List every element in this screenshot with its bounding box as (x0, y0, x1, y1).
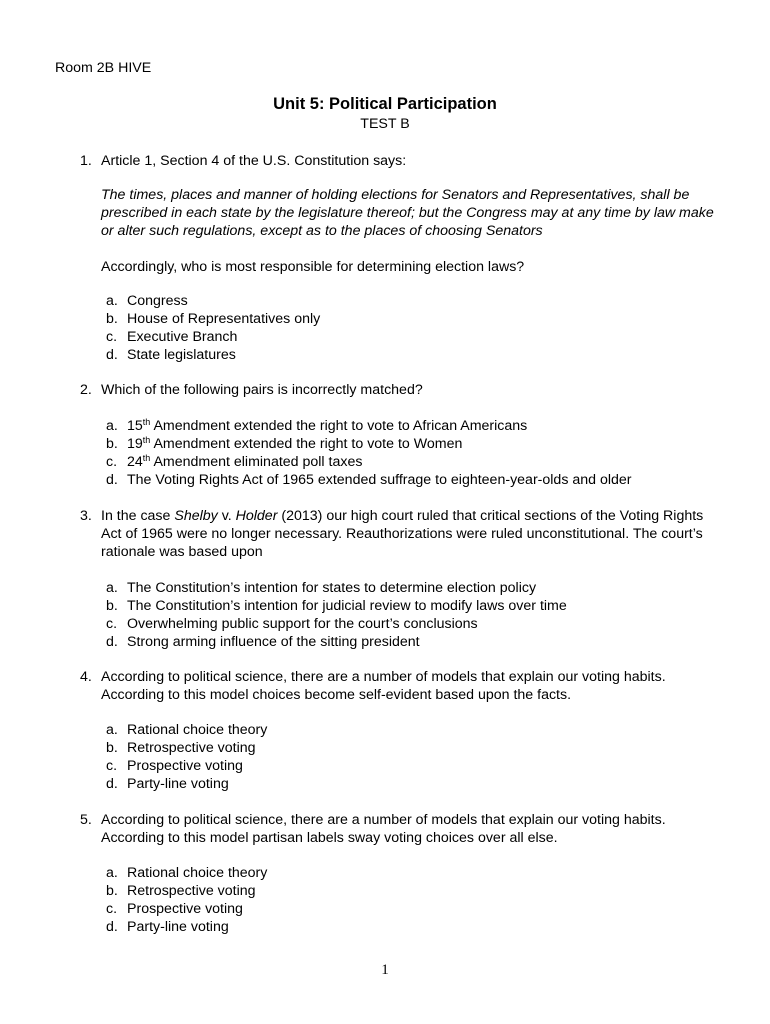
option-text: Retrospective voting (127, 883, 256, 899)
option-text: Executive Branch (127, 329, 238, 345)
option-text: Amendment extended the right to vote to African Americans (150, 418, 528, 434)
question-number: 5. (80, 812, 92, 828)
text-segment: In the case (101, 508, 175, 524)
option-letter: b. (106, 436, 118, 452)
option-text: Rational choice theory (127, 865, 268, 881)
answer-option[interactable] (106, 417, 632, 435)
option-letter: d. (106, 776, 118, 792)
constitution-quote: The times, places and manner of holding elections for Senators and Representatives, shall be prescribed in each state by the legislature thereof; but the Congress may at any time by law make or alter such regulations, except as to the places of choosing Senators (101, 187, 714, 239)
option-text: Amendment extended the right to vote to Women (150, 436, 463, 452)
answer-option[interactable] (106, 775, 267, 793)
option-text: Party-line voting (127, 919, 229, 935)
option-number: 19 (127, 436, 143, 452)
option-text: Prospective voting (127, 901, 243, 917)
option-letter: c. (106, 454, 118, 470)
case-name-shelby: Shelby (174, 508, 218, 524)
answer-options (106, 579, 567, 651)
option-letter: b. (106, 598, 118, 614)
answer-option[interactable] (106, 597, 567, 615)
option-letter: a. (106, 722, 118, 738)
option-text: House of Representatives only (127, 311, 321, 327)
option-text: Prospective voting (127, 758, 243, 774)
option-letter: a. (106, 293, 118, 309)
answer-option[interactable] (106, 328, 320, 346)
answer-option[interactable] (106, 864, 267, 882)
answer-option[interactable] (106, 882, 267, 900)
answer-option[interactable] (106, 739, 267, 757)
ordinal-suffix: th (142, 417, 151, 427)
answer-option[interactable] (106, 918, 267, 936)
option-number: 15 (127, 418, 143, 434)
answer-option[interactable] (106, 310, 320, 328)
option-text: The Voting Rights Act of 1965 extended suffrage to eighteen-year-olds and older (127, 472, 632, 488)
question-number: 1. (80, 153, 92, 169)
answer-option[interactable] (106, 435, 632, 453)
option-text: The Constitution’s intention for states to determine election policy (127, 580, 537, 596)
option-letter: b. (106, 311, 118, 327)
answer-options (106, 721, 267, 793)
option-letter: d. (106, 347, 118, 363)
test-version: TEST B (360, 116, 410, 132)
page-title: Unit 5: Political Participation (273, 95, 497, 113)
question-text: According to political science, there are a number of models that explain our voting habits. According to this model choices become self-evident based upon the facts. (101, 669, 666, 703)
ordinal-suffix: th (142, 453, 151, 463)
option-text: Rational choice theory (127, 722, 268, 738)
answer-options (106, 292, 320, 364)
option-number: 24 (127, 454, 143, 470)
answer-option[interactable] (106, 471, 632, 489)
case-name-holder: Holder (235, 508, 278, 524)
answer-option[interactable] (106, 615, 567, 633)
question-text: Which of the following pairs is incorrectly matched? (101, 382, 423, 398)
answer-option[interactable] (106, 757, 267, 775)
option-letter: a. (106, 580, 118, 596)
answer-option[interactable] (106, 346, 320, 364)
option-text: Party-line voting (127, 776, 229, 792)
answer-option[interactable] (106, 453, 632, 471)
option-letter: a. (106, 865, 118, 881)
question-number: 2. (80, 382, 92, 398)
option-letter: c. (106, 329, 118, 345)
page-number: 1 (381, 962, 389, 978)
answer-option[interactable] (106, 721, 267, 739)
option-letter: b. (106, 740, 118, 756)
answer-options (106, 864, 267, 936)
text-segment: (2013) our high court ruled that critical sections of the Voting Rights Act of 1965 were no longer necessary. Reauthorizations were ruled unconstitutional. The court’s rationale was based upon (101, 508, 704, 560)
answer-options (106, 417, 632, 489)
ordinal-suffix: th (142, 435, 151, 445)
option-text: State legislatures (127, 347, 236, 363)
answer-option[interactable] (106, 633, 567, 651)
option-text: Retrospective voting (127, 740, 256, 756)
text-segment: v. (217, 508, 236, 524)
answer-option[interactable] (106, 292, 320, 310)
question-text (101, 507, 726, 561)
option-letter: d. (106, 919, 118, 935)
option-text: Strong arming influence of the sitting president (127, 634, 420, 650)
question-text: According to political science, there are a number of models that explain our voting habits. According to this model partisan labels sway voting choices over all else. (101, 812, 666, 846)
room-header: Room 2B HIVE (55, 60, 152, 76)
option-letter: c. (106, 758, 118, 774)
option-text: Overwhelming public support for the court’s conclusions (127, 616, 478, 632)
option-text: Congress (127, 293, 188, 309)
question-prompt: Accordingly, who is most responsible for determining election laws? (101, 259, 525, 275)
answer-option[interactable] (106, 579, 567, 597)
option-letter: d. (106, 634, 118, 650)
option-letter: a. (106, 418, 118, 434)
option-text: The Constitution’s intention for judicial review to modify laws over time (127, 598, 567, 614)
question-text: Article 1, Section 4 of the U.S. Constitution says: (101, 153, 407, 169)
question-number: 4. (80, 669, 92, 685)
option-letter: d. (106, 472, 118, 488)
option-text: Amendment eliminated poll taxes (150, 454, 363, 470)
question-number: 3. (80, 508, 92, 524)
option-letter: b. (106, 883, 118, 899)
option-letter: c. (106, 616, 118, 632)
answer-option[interactable] (106, 900, 267, 918)
option-letter: c. (106, 901, 118, 917)
